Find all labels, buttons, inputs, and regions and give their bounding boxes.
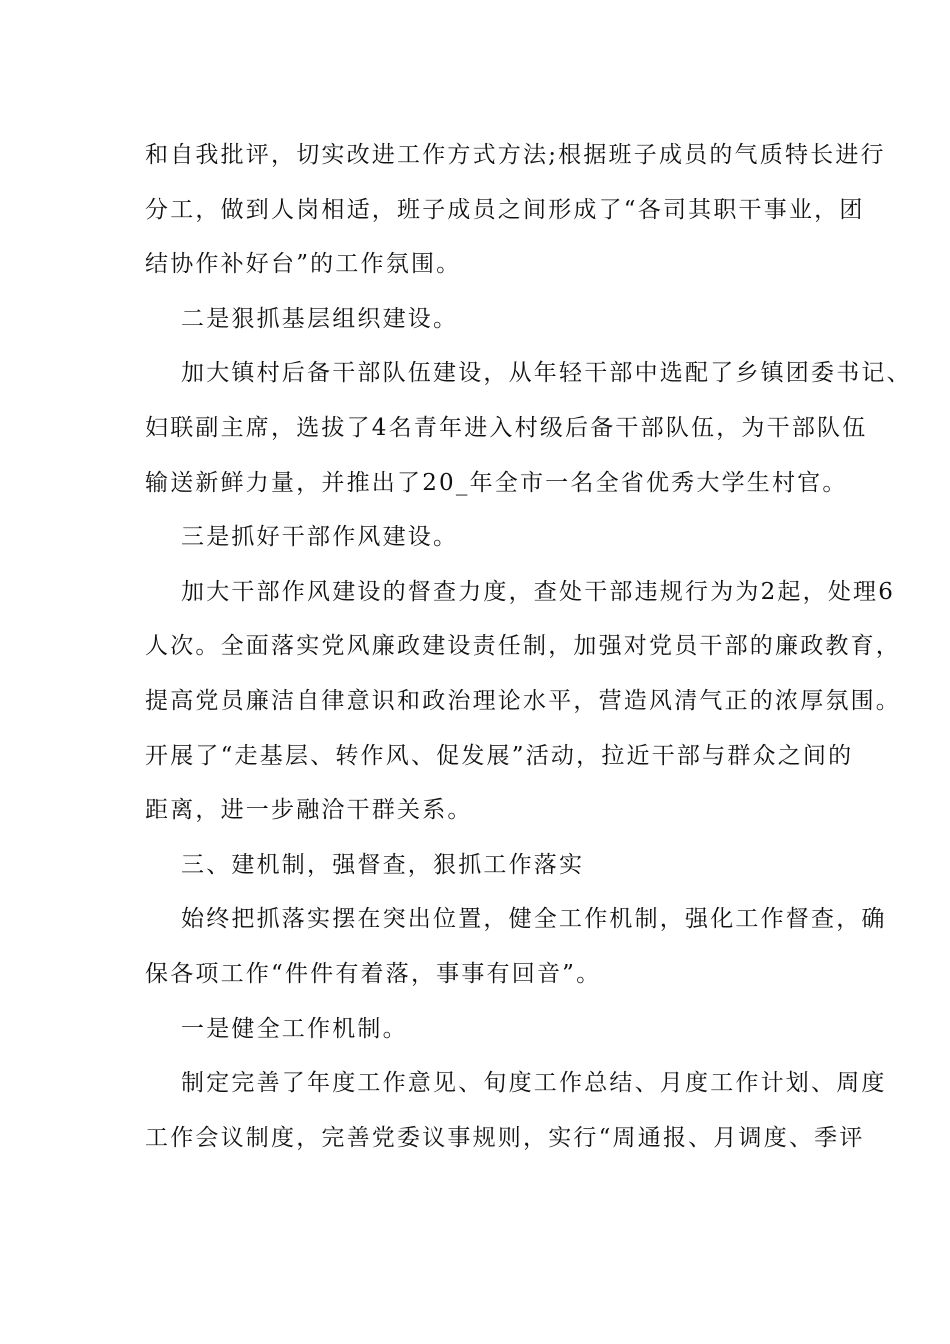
text-line: 加大干部作风建设的督查力度，查处干部违规行为为2起，处理6 — [181, 578, 896, 605]
section-heading: 三、建机制，强督查，狠抓工作落实 — [181, 851, 585, 878]
section-heading: 二是狠抓基层组织建设。 — [181, 305, 459, 332]
text-line: 开展了“走基层、转作风、促发展”活动，拉近干部与群众之间的 — [145, 742, 854, 769]
section-heading: 一是健全工作机制。 — [181, 1015, 408, 1042]
document-body — [145, 128, 912, 1165]
text-line: 距离，进一步融洽干群关系。 — [145, 797, 473, 824]
text-line: 结协作补好台”的工作氛围。 — [145, 251, 462, 278]
text-line: 分工，做到人岗相适，班子成员之间形成了“各司其职干事业，团 — [145, 196, 865, 223]
text-line: 人次。全面落实党风廉政建设责任制，加强对党员干部的廉政教育， — [145, 633, 901, 660]
text-line: 加大镇村后备干部队伍建设，从年轻干部中选配了乡镇团委书记、 — [181, 360, 912, 387]
text-line: 保各项工作“件件有着落，事事有回音”。 — [145, 960, 602, 987]
text-line: 和自我批评，切实改进工作方式方法;根据班子成员的气质特长进行 — [145, 142, 886, 168]
text-line: 工作会议制度，完善党委议事规则，实行“周通报、月调度、季评 — [145, 1124, 865, 1151]
text-line: 输送新鲜力量，并推出了20_年全市一名全省优秀大学生村官。 — [145, 469, 848, 496]
section-heading: 三是抓好干部作风建设。 — [181, 524, 459, 551]
text-line: 提高党员廉洁自律意识和政治理论水平，营造风清气正的浓厚氛围。 — [145, 687, 901, 714]
text-line: 始终把抓落实摆在突出位置，健全工作机制，强化工作督查，确 — [181, 906, 887, 933]
text-line: 妇联副主席，选拔了4名青年进入村级后备干部队伍，为干部队伍 — [145, 414, 868, 441]
text-line: 制定完善了年度工作意见、旬度工作总结、月度工作计划、周度 — [181, 1070, 887, 1097]
